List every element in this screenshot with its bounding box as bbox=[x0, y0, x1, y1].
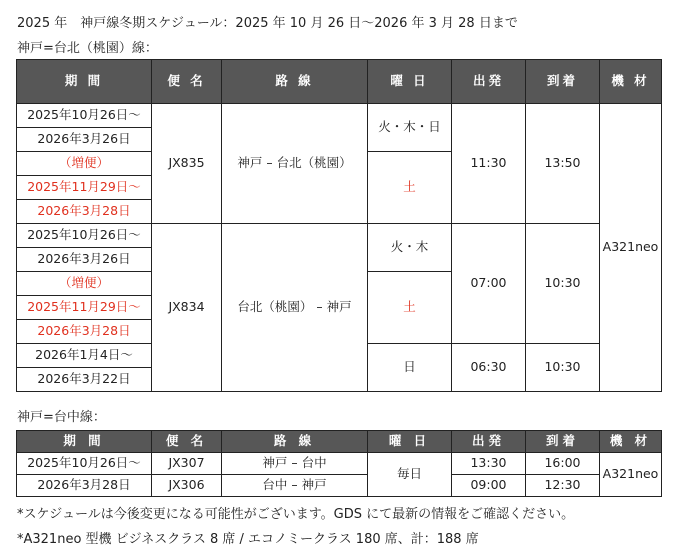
route-cell: 神戸 – 台中 bbox=[222, 453, 368, 475]
kobe-taichung-schedule-table bbox=[16, 430, 662, 497]
table-row bbox=[17, 224, 662, 248]
table-header-row bbox=[17, 60, 662, 104]
header-days: 曜 日 bbox=[368, 60, 452, 104]
days-cell: 毎日 bbox=[368, 453, 452, 497]
flight-number: JX835 bbox=[152, 104, 222, 224]
route-title-kobe-taipei: 神戸=台北（桃園）線： bbox=[17, 41, 158, 56]
depart-time: 11:30 bbox=[452, 104, 526, 224]
note-schedule-change: *スケジュールは今後変更になる可能性がございます。GDS にて最新の情報をご確認ください。 bbox=[17, 507, 575, 522]
header-period: 期 間 bbox=[17, 431, 152, 453]
table-row bbox=[17, 453, 662, 475]
period-cell: 2026年3月26日 bbox=[17, 248, 152, 272]
period-cell: 2026年1月4日～ bbox=[17, 344, 152, 368]
header-days: 曜 日 bbox=[368, 431, 452, 453]
depart-time: 06:30 bbox=[452, 344, 526, 392]
extra-flight-label: （増便） bbox=[17, 272, 152, 296]
arrive-time: 10:30 bbox=[526, 224, 600, 344]
period-cell: 2026年3月28日 bbox=[17, 475, 152, 497]
header-arrive: 到着 bbox=[526, 60, 600, 104]
arrive-time: 10:30 bbox=[526, 344, 600, 392]
header-aircraft: 機 材 bbox=[600, 60, 662, 104]
period-cell: 2026年3月26日 bbox=[17, 128, 152, 152]
route-cell: 神戸 – 台北（桃園） bbox=[222, 104, 368, 224]
header-route: 路 線 bbox=[222, 431, 368, 453]
period-cell: 2026年3月28日 bbox=[17, 320, 152, 344]
period-cell: 2025年10月26日～ bbox=[17, 453, 152, 475]
period-cell: 2026年3月28日 bbox=[17, 200, 152, 224]
days-cell: 火・木 bbox=[368, 224, 452, 272]
days-cell: 日 bbox=[368, 344, 452, 392]
header-route: 路 線 bbox=[222, 60, 368, 104]
period-cell: 2026年3月22日 bbox=[17, 368, 152, 392]
depart-time: 13:30 bbox=[452, 453, 526, 475]
route-title-kobe-taichung: 神戸=台中線： bbox=[17, 410, 106, 425]
depart-time: 07:00 bbox=[452, 224, 526, 344]
header-flight: 便 名 bbox=[152, 431, 222, 453]
aircraft-cell: A321neo bbox=[600, 453, 662, 497]
flight-number: JX307 bbox=[152, 453, 222, 475]
period-cell: 2025年10月26日～ bbox=[17, 224, 152, 248]
header-period: 期 間 bbox=[17, 60, 152, 104]
header-flight: 便 名 bbox=[152, 60, 222, 104]
note-aircraft-seats: *A321neo 型機 ビジネスクラス 8 席 / エコノミークラス 180 席、計：188 席 bbox=[17, 532, 479, 547]
header-arrive: 到着 bbox=[526, 431, 600, 453]
days-cell: 土 bbox=[368, 272, 452, 344]
period-cell: 2025年10月26日～ bbox=[17, 104, 152, 128]
header-aircraft: 機 材 bbox=[600, 431, 662, 453]
header-depart: 出発 bbox=[452, 60, 526, 104]
table-row bbox=[17, 104, 662, 128]
flight-number: JX834 bbox=[152, 224, 222, 392]
days-cell: 土 bbox=[368, 152, 452, 224]
extra-flight-label: （増便） bbox=[17, 152, 152, 176]
arrive-time: 13:50 bbox=[526, 104, 600, 224]
table-header-row bbox=[17, 431, 662, 453]
route-cell: 台北（桃園） – 神戸 bbox=[222, 224, 368, 392]
route-cell: 台中 – 神戸 bbox=[222, 475, 368, 497]
schedule-title: 2025 年 神戸線冬期スケジュール：2025 年 10 月 26 日～2026 年 3 月 28 日まで bbox=[17, 16, 518, 31]
arrive-time: 12:30 bbox=[526, 475, 600, 497]
days-cell: 火・木・日 bbox=[368, 104, 452, 152]
table-row bbox=[17, 475, 662, 497]
depart-time: 09:00 bbox=[452, 475, 526, 497]
kobe-taipei-schedule-table bbox=[16, 59, 662, 392]
period-cell: 2025年11月29日～ bbox=[17, 176, 152, 200]
arrive-time: 16:00 bbox=[526, 453, 600, 475]
aircraft-cell: A321neo bbox=[600, 104, 662, 392]
period-cell: 2025年11月29日～ bbox=[17, 296, 152, 320]
flight-number: JX306 bbox=[152, 475, 222, 497]
header-depart: 出発 bbox=[452, 431, 526, 453]
